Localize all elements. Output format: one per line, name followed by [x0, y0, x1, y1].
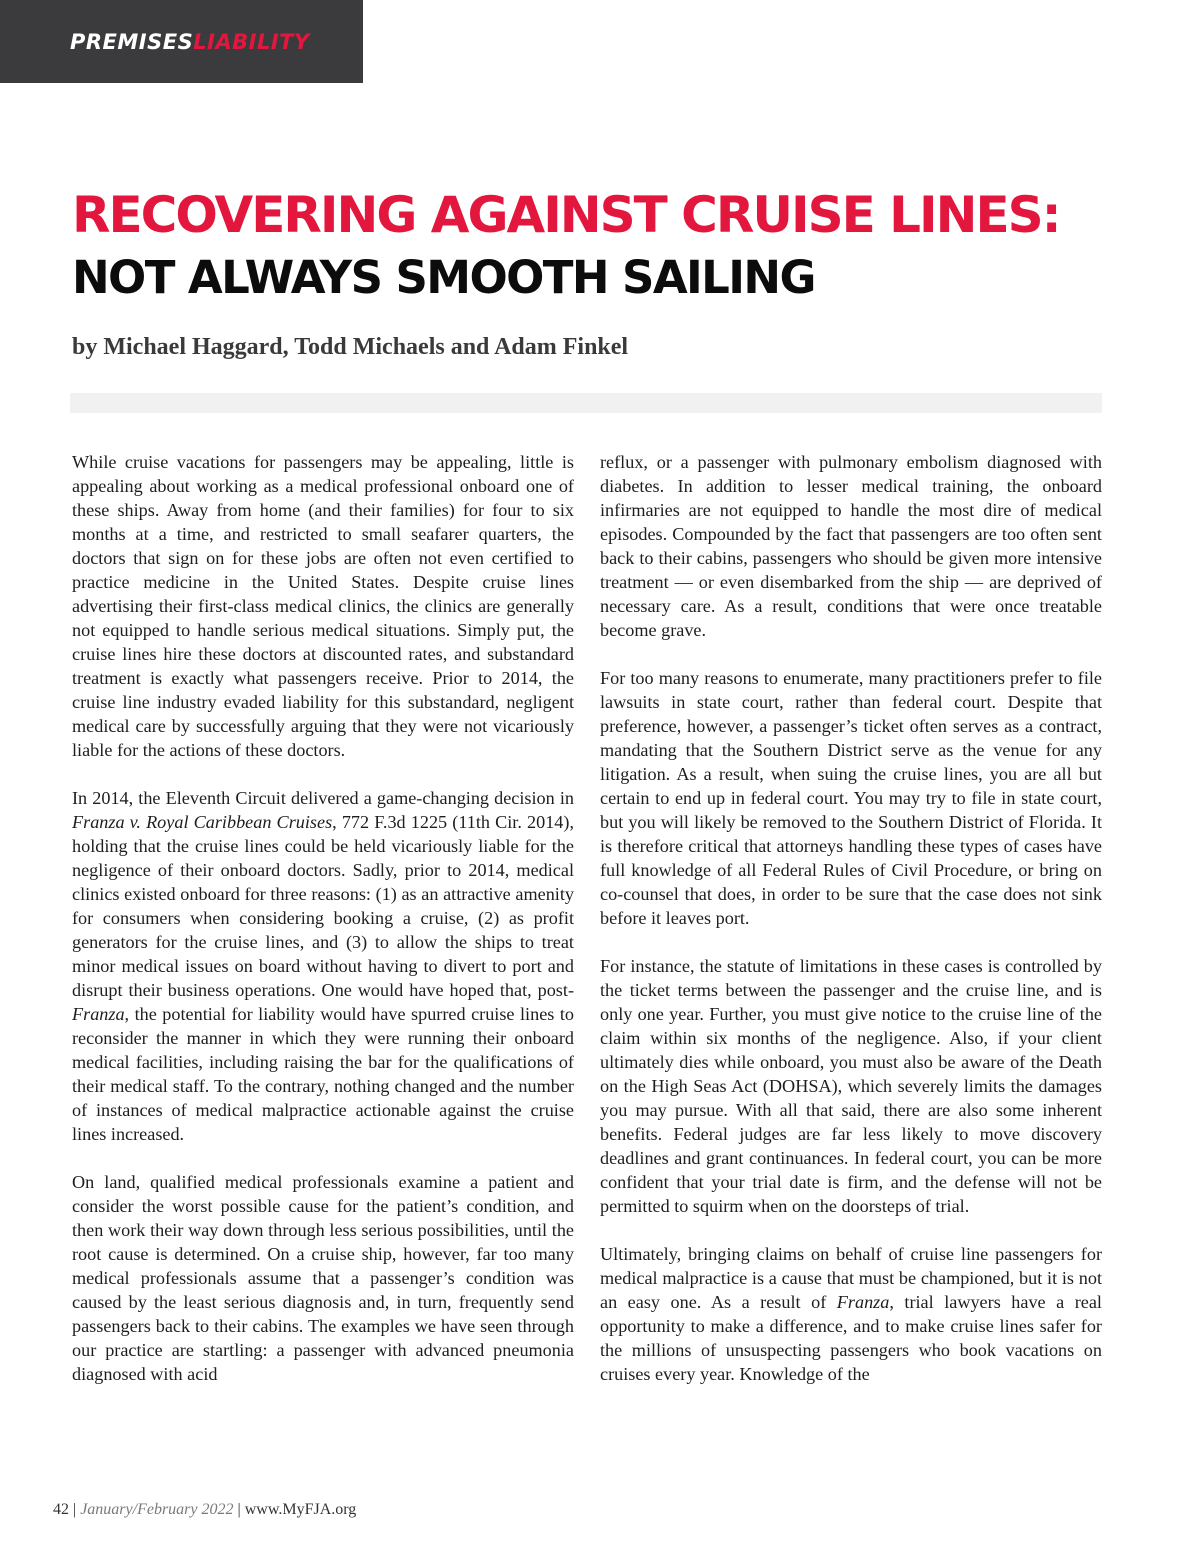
- paragraph-2-text-a: In 2014, the Eleventh Circuit delivered a game-changing decision in: [72, 788, 574, 808]
- paragraph-2-text-c: , the potential for liability would have spurred cruise lines to reconsider the manner in which they were running their onboard medical facilities, including raising the bar for the qualifications of their medical staff. To the contrary, nothing changed and the number of instances of medical malpractice actionable against the cruise lines increased.: [72, 1004, 574, 1144]
- paragraph-3-end: reflux, or a passenger with pulmonary embolism diagnosed with diabetes. In addition to lesser medical training, the onboard infirmaries are not equipped to handle the most dire of medical episodes. Compounded by the fact that passengers are too often sent back to their cabins, passengers who should be given more intensive treatment — or even disembarked from the ship — are deprived of necessary care. As a result, conditions that were once treatable become grave.: [600, 452, 1102, 640]
- section-label-liability: LIABILITY: [193, 30, 310, 54]
- page-number: 42: [53, 1501, 69, 1518]
- section-label: [70, 30, 310, 54]
- page-footer: [53, 1500, 356, 1520]
- paragraph-3-start: On land, qualified medical professionals examine a patient and consider the worst possible cause for the patient’s condition, and then work their way down through less serious possibilities, until the root cause is determined. On a cruise ship, however, far too many medical professionals assume that a passenger’s condition was caused by the least serious diagnosis and, in turn, frequently send passengers back to their cabins. The examples we have seen through our practice are startling: a passenger with advanced pneumonia diagnosed with acid: [72, 1172, 574, 1384]
- paragraph-6-text-b: , trial lawyers have a real opportunity to make a difference, and to make cruise lines safer for the millions of unsuspecting passengers who book vacations on cruises every year. Knowledge of the: [600, 1292, 1102, 1384]
- column-left: [72, 450, 574, 1386]
- case-citation: Franza v. Royal Caribbean Cruises: [72, 812, 333, 832]
- case-name-franza: Franza: [836, 1292, 890, 1312]
- website-link[interactable]: www.MyFJA.org: [244, 1501, 357, 1518]
- paragraph-4: For too many reasons to enumerate, many practitioners prefer to file lawsuits in state court, rather than federal court. Despite that preference, however, a passenger’s ticket often serves as a contract, mandating that the Southern District serve as the venue for any litigation. As a result, when suing the cruise lines, you are all but certain to end up in federal court. You may try to file in state court, but you will likely be removed to the Southern District of Florida. It is therefore critical that attorneys handling these types of cases have full knowledge of all Federal Rules of Civil Procedure, or bring on co-counsel that does, in order to be sure that the case does not sink before it leaves port.: [600, 668, 1102, 928]
- divider-bar: [70, 393, 1102, 413]
- article-subtitle: NOT ALWAYS SMOOTH SAILING: [72, 251, 815, 304]
- article-byline: by Michael Haggard, Todd Michaels and Adam Finkel: [72, 334, 629, 360]
- case-name-franza: Franza: [72, 1004, 125, 1024]
- footer-separator: |: [69, 1501, 81, 1518]
- footer-separator: |: [233, 1501, 245, 1518]
- paragraph-2-text-b: , 772 F.3d 1225 (11th Cir. 2014), holding that the cruise lines could be held vicariously liable for the negligence of their onboard doctors. Sadly, prior to 2014, medical clinics existed onboard for three reasons: (1) as an attractive amenity for consumers when considering booking a cruise, (2) as profit generators for the cruise lines, and (3) to allow the ships to treat minor medical issues on board without having to divert to port and disrupt their business operations. One would have hoped that, post-: [72, 812, 575, 1000]
- paragraph-6: [600, 1242, 1102, 1386]
- column-right: [600, 450, 1102, 1386]
- section-label-premises: PREMISES: [70, 30, 194, 54]
- paragraph-6-text-a: Ultimately, bringing claims on behalf of cruise line passengers for medical malpractice is a cause that must be championed, but it is not an easy one. As a result of: [600, 1244, 1102, 1312]
- issue-date: January/February 2022: [80, 1501, 234, 1518]
- paragraph-2: [72, 786, 574, 1146]
- paragraph-5: For instance, the statute of limitations in these cases is controlled by the ticket terms between the passenger and the cruise line, and is only one year. Further, you must give notice to the cruise line of the claim within six months of the negligence. Also, if your client ultimately dies while onboard, you must also be aware of the Death on the High Seas Act (DOHSA), which severely limits the damages you may pursue. With all that said, there are also some inherent benefits. Federal judges are far less likely to move discovery deadlines and grant continuances. In federal court, you can be more confident that your trial date is firm, and the defense will not be permitted to squirm when on the doorsteps of trial.: [600, 956, 1102, 1216]
- article-title: RECOVERING AGAINST CRUISE LINES:: [72, 186, 1060, 244]
- paragraph-1: While cruise vacations for passengers may be appealing, little is appealing about working as a medical professional onboard one of these ships. Away from home (and their families) for four to six months at a time, and restricted to small seafarer quarters, the doctors that sign on for these jobs are often not even certified to practice medicine in the United States. Despite cruise lines advertising their first-class medical clinics, the clinics are generally not equipped to handle serious medical situations. Simply put, the cruise lines hire these doctors at discounted rates, and substandard treatment is exactly what passengers receive. Prior to 2014, the cruise line industry evaded liability for this substandard, negligent medical care by successfully arguing that they were not vicariously liable for the actions of these doctors.: [72, 452, 574, 760]
